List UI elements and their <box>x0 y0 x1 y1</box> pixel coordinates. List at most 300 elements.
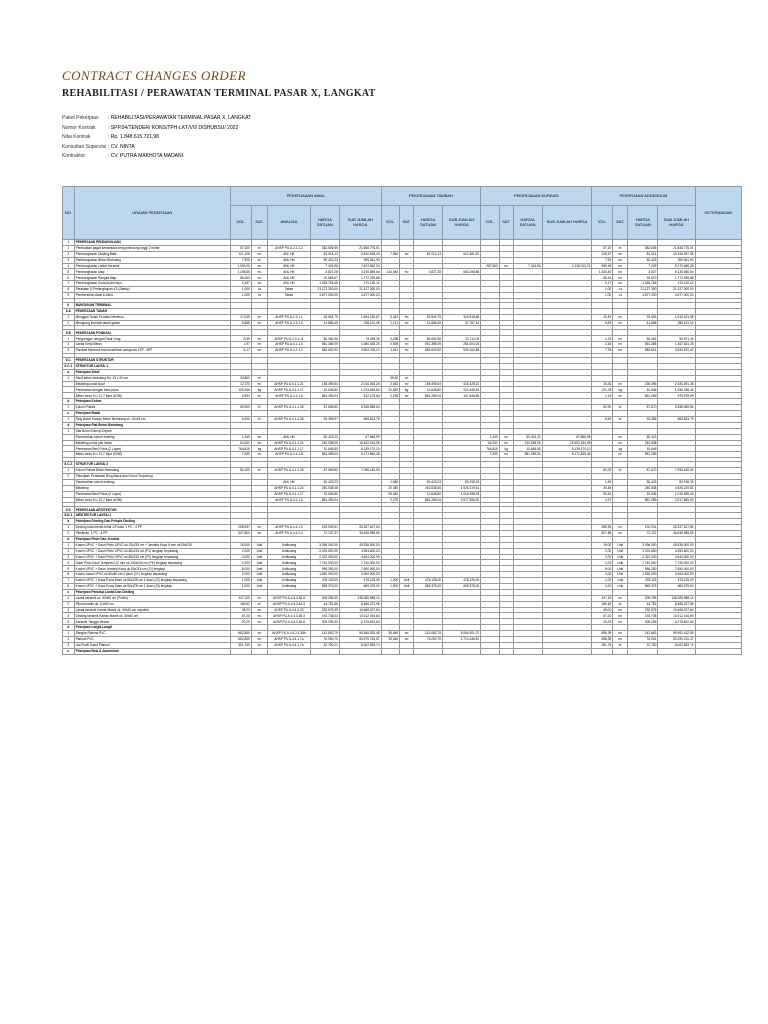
cell-tj: 418.428,22 <box>442 381 480 387</box>
cell-ts: m² <box>400 631 414 637</box>
cell-j: 6.275.602,84 <box>339 619 381 625</box>
cell-no: 3 <box>63 257 75 263</box>
cell-j: 7.424.562,34 <box>339 263 381 269</box>
cell-h: 21.127.300,00 <box>310 287 339 293</box>
cell-kj: 2.135.013,74 <box>542 263 592 269</box>
info-value: : Rp. 1.848.615.721,98 <box>108 134 159 140</box>
cell-as: m³ <box>613 336 628 342</box>
cell-j: 94.566.932,48 <box>339 631 381 637</box>
cell-v: 0,954 <box>230 393 251 399</box>
cell-u: Dinding keramik Kamar Mandi uk. 30x60 cm <box>74 613 230 619</box>
cell-an: Unitkuang <box>268 566 311 572</box>
cell-j: 3.594.706,12 <box>339 348 381 354</box>
cell-th: 3.827,28 <box>414 269 443 275</box>
cell-h: 956.250,00 <box>310 566 339 572</box>
cell-ts: m' <box>400 375 414 381</box>
cell-av: 7,92 <box>592 257 613 263</box>
cell-u: Pekerjaan Kolom <box>74 399 230 405</box>
cell-u: Kusen UPVC + Kaca Polos 5mm uk.50x125 cm 1 daun (J2) lengkap terpasang <box>74 578 230 584</box>
cell-s: m³ <box>251 314 267 320</box>
cell-th: 158.495,54 <box>414 381 443 387</box>
cell-kh: 851.289,04 <box>513 452 542 458</box>
cell-ts: m³ <box>400 336 414 342</box>
cell-s: m² <box>251 269 267 275</box>
cell-u: Pekerjaan Balok <box>74 411 230 417</box>
cell-u: Kusen UPVC + Daun Jendela Kaca uk.50x215 cm (J1) lengkap <box>74 566 230 572</box>
cell-av: 81,00 <box>592 468 613 474</box>
cell-s: Ls <box>251 287 267 293</box>
cell-j <box>339 648 381 654</box>
cell-aj: 5.130.080,54 <box>658 269 695 275</box>
cell-ts: m³ <box>400 342 414 348</box>
cell-av: 447,10 <box>592 595 613 601</box>
cell-u: Rangka Plafond PVC <box>74 631 230 637</box>
cell-h: 76.050,70 <box>310 637 339 643</box>
cell-as: kg <box>613 387 628 393</box>
cell-s: kg <box>251 387 267 393</box>
cell-tv: 1,650 <box>381 479 400 485</box>
cell-u: Pekerjaan Pintu Dan Jendela <box>74 536 230 542</box>
cell-tv: 38,40 <box>381 375 400 381</box>
contract-info <box>62 114 251 162</box>
cell-tv: 2,640 <box>381 381 400 387</box>
cell-ah: 582.621 <box>628 348 658 354</box>
cell-h: 478.125,00 <box>310 578 339 584</box>
cell-u: Plesteran, 1 PC : 4 PP <box>74 530 230 536</box>
cell-ts: m² <box>400 637 414 643</box>
cell-j: 7.096.160,94 <box>339 468 381 474</box>
cell-v <box>230 648 251 654</box>
cell-v: 100,946 <box>230 387 251 393</box>
cell-v: 189,62 <box>230 601 251 607</box>
cell-av: 20,48 <box>592 485 613 491</box>
cell-v: 764,816 <box>230 446 251 452</box>
cell-an: AHSP PU A.4.4.3.43.3 <box>268 601 311 607</box>
cell-no: 2 <box>63 342 75 348</box>
cell-no: 1 <box>63 595 75 601</box>
cell-th: 240.538,06 <box>414 485 443 491</box>
cell-no: d <box>63 625 75 631</box>
cell-as: m' <box>613 416 628 422</box>
tambah-harga: HARGA SATUAN <box>414 206 443 240</box>
cell-as: m³ <box>613 314 628 320</box>
cell-ah: 382.605 <box>628 245 658 251</box>
cell-an: AHSP PU A.2.2.1.2 <box>268 245 311 251</box>
cell-s: m² <box>251 381 267 387</box>
cell-s: m³ <box>251 281 267 287</box>
cell-tj: 939.162,88 <box>442 348 480 354</box>
cell-v: 1,000 <box>230 287 251 293</box>
cell-s: Unit <box>251 572 267 578</box>
cell-h: 851.289,04 <box>310 497 339 503</box>
cell-aj: 1.296.296,34 <box>658 387 695 393</box>
cell-h: 93.355,97 <box>310 416 339 422</box>
cell-tj: 319.918,68 <box>442 314 480 320</box>
cell-kv: 764,816 <box>481 446 500 452</box>
cell-h: 232.576,39 <box>310 607 339 613</box>
cell-as: m³ <box>613 257 628 263</box>
cell-tj: 553.196,88 <box>442 269 480 275</box>
cell-ah: 240.538 <box>628 440 658 446</box>
cell-no: c <box>63 411 75 417</box>
cell-ah: 1.530.000 <box>628 572 658 578</box>
cell-j: 5.338.089,54 <box>339 405 381 411</box>
cell-v: 6,17 <box>230 348 251 354</box>
cell-an: ANL HK <box>268 251 311 257</box>
group-addendum: PEKERJAAN ADDENDUM <box>592 187 695 206</box>
cell-an: AHSP PU A.4.4.3.36.8 <box>268 595 311 601</box>
cell-s: m² <box>251 613 267 619</box>
cell-s: m³ <box>251 393 267 399</box>
cell-h: 20.569,67 <box>310 275 339 281</box>
cell-ts <box>400 648 414 654</box>
cell-th: 76.050,70 <box>414 637 443 643</box>
cell-an: AHSP PU A.2.3.1.11 <box>268 336 311 342</box>
cell-ah: 851.289 <box>628 497 658 503</box>
info-row <box>62 124 251 134</box>
cell-th: 851.289,04 <box>414 497 443 503</box>
cell-v: 0,167 <box>230 281 251 287</box>
cell-tj: 4.926.219,51 <box>442 485 480 491</box>
cell-h: 50.423,23 <box>310 257 339 263</box>
info-row <box>62 143 251 153</box>
cell-av: 1,00 <box>592 578 613 584</box>
cell-ah: 72.137 <box>628 530 658 536</box>
cell-as: m² <box>613 381 628 387</box>
cell-ah: 669.375 <box>628 583 658 589</box>
cell-kj: 6.171.845,46 <box>542 452 592 458</box>
cell-ah: 956.250 <box>628 566 658 572</box>
cell-s: m³ <box>251 257 267 263</box>
cell-th <box>414 648 443 654</box>
cell-s: kg <box>251 446 267 452</box>
cell-v: 1,97 <box>230 342 251 348</box>
cell-kv: 64,262 <box>481 440 500 446</box>
cell-ah: 3.827 <box>628 269 658 275</box>
cell-tv: 20,480 <box>381 485 400 491</box>
cell-ah: 309.295 <box>628 595 658 601</box>
cell-no: I <box>63 240 75 246</box>
cell-h: 10.645,80 <box>310 387 339 393</box>
cell-u: Pekerjaan Sloof <box>74 369 230 375</box>
cell-u: Plafond PVC <box>74 637 230 643</box>
cell-u: Beton mutu f'c= 21,7 Mpa (K250) <box>74 452 230 458</box>
cell-no: 9 <box>63 293 75 299</box>
cell-v: 81,000 <box>230 468 251 474</box>
cell-av: 2,00 <box>592 548 613 554</box>
cell-s: m' <box>251 416 267 422</box>
cell-aj: 21.846.776,01 <box>658 245 695 251</box>
cell-u: STRUKTUR LANTAI 1 <box>74 363 230 369</box>
cell-th: 10.645,80 <box>414 387 443 393</box>
add-sat: SAT. <box>613 206 628 240</box>
cell-h: 81.014,13 <box>310 251 339 257</box>
cell-s: m² <box>251 530 267 536</box>
cell-u: Kolom Praktis Beton Bertulang <box>74 468 230 474</box>
cell-an: Unitkuang <box>268 560 311 566</box>
cell-an: AHSP PU A.4.1.1.24 <box>268 485 311 491</box>
cell-no: II.D <box>63 507 75 513</box>
cell-an: AHSP PU A.4.1.1.36 <box>268 416 311 422</box>
cell-j: 4.576.885,66 <box>339 269 381 275</box>
group-tambah: PEKERJAAAN TAMBAH <box>381 187 481 206</box>
cell-no: 5 <box>63 619 75 625</box>
kurang-harga: HARGA SATUAN <box>513 206 542 240</box>
info-label: Paket Pekerjaan <box>62 115 99 121</box>
cell-kh <box>513 648 542 654</box>
cell-u: Sloof beton bertulang Uk. 15 x 20 cm <box>74 375 230 381</box>
cell-as: Unit <box>613 583 628 589</box>
cell-aj: 8.002.553,74 <box>658 642 695 648</box>
awal-analisa: ANALISA <box>268 206 311 240</box>
cell-as: m³ <box>613 320 628 326</box>
cell-h: 669.375,00 <box>310 583 339 589</box>
cell-aj: 53.290.210,37 <box>658 637 695 643</box>
cell-no: b <box>63 536 75 542</box>
cell-j: 49.536.000,00 <box>339 542 381 548</box>
cell-no: 4 <box>63 560 75 566</box>
cell-s: m' <box>251 601 267 607</box>
cell-aj: 5.338.089,54 <box>658 405 695 411</box>
cell-an: AHSP PU A.4.1.1.21 <box>268 381 311 387</box>
cell-as: kg <box>613 446 628 452</box>
cell-th: 10.645,80 <box>414 491 443 497</box>
cell-h: 309.295,30 <box>310 619 339 625</box>
cell-as: Unit <box>613 542 628 548</box>
cell-v: 7,250 <box>230 452 251 458</box>
cell-ah: 50.423 <box>628 257 658 263</box>
cell-ks: m² <box>499 263 513 269</box>
cell-j: 2.016.063,26 <box>339 381 381 387</box>
document-subtitle: REHABILITASI / PERAWATAN TERMINAL PASAR X, LANGKAT <box>62 88 376 99</box>
cell-j: 1.594.190,67 <box>339 314 381 320</box>
cell-an: ANL HK <box>268 263 311 269</box>
cell-h: 192.738,03 <box>310 613 339 619</box>
cell-u: Bekisting untuk sloof <box>74 381 230 387</box>
cell-no: 2 <box>63 548 75 554</box>
cell-j: 478.125,00 <box>339 578 381 584</box>
cell-av: 1,25 <box>592 336 613 342</box>
cell-v: 507,864 <box>230 530 251 536</box>
cell-h: 2.322.000,00 <box>310 554 339 560</box>
cell-ah: 851.289 <box>628 452 658 458</box>
cell-h: 851.289,04 <box>310 452 339 458</box>
cell-aj: 99.591.432,55 <box>658 631 695 637</box>
cell-ah: 41.886 <box>628 320 658 326</box>
cell-th: 81.014,13 <box>414 251 443 257</box>
cell-no: 5 <box>63 566 75 572</box>
info-value: : CV. PUTRA MAKHOTA MADANI. <box>108 153 185 159</box>
cell-ah: 50.423 <box>628 434 658 440</box>
cell-tv: 20,820 <box>381 387 400 393</box>
cell-s: m² <box>251 631 267 637</box>
cell-ts: m³ <box>400 348 414 354</box>
cell-tj: 20.712,09 <box>442 336 480 342</box>
cell-v: 662,850 <box>230 631 251 637</box>
cell-v: 1,000 <box>230 583 251 589</box>
cell-no: 1 <box>63 525 75 531</box>
cell-ah: 851.289 <box>628 393 658 399</box>
cell-aj: 138.285.988,14 <box>658 595 695 601</box>
cell-j: 399.361,94 <box>339 257 381 263</box>
cell-tv: 1,611 <box>381 348 400 354</box>
cell-ts: m² <box>400 381 414 387</box>
cell-u: Kolom Praktis <box>74 405 230 411</box>
cell-j: 4.644.000,00 <box>339 554 381 560</box>
cell-ah: 22.750 <box>628 642 658 648</box>
add-sub: SUB JUMLAH HARGA <box>658 206 695 240</box>
cell-no: 4 <box>63 263 75 269</box>
cell-no: 1 <box>63 405 75 411</box>
cell-h: 309.295,30 <box>310 595 339 601</box>
cell-u: Kusen UPVC + Daun Pintu UPVC uk.80x215 cm (P1) lengkap terpasang <box>74 548 230 554</box>
cell-tj: 83.198,33 <box>442 479 480 485</box>
cell-ks <box>499 648 513 654</box>
cell-kh: 240.538,06 <box>513 440 542 446</box>
cell-kv: 1,340 <box>481 434 500 440</box>
cell-an: Taksir <box>268 287 311 293</box>
info-label: Konsultan Supervisi <box>62 143 107 150</box>
cell-s: Unit <box>251 578 267 584</box>
cell-v: 12,720 <box>230 381 251 387</box>
cell-as: Unit <box>613 572 628 578</box>
cell-u: BANGUNAN TERMINAL <box>74 302 230 308</box>
cell-no: 1 <box>63 631 75 637</box>
cell-as: m² <box>613 251 628 257</box>
cell-no: a <box>63 519 75 525</box>
cell-u: PEKERJAAN PONDASI <box>74 330 230 336</box>
cell-th: 50.423,23 <box>414 479 443 485</box>
cell-no: II.C.1 <box>64 364 73 369</box>
cell-j: 238.102,06 <box>339 320 381 326</box>
cell-u: Keramik Tangga Vitamo <box>74 619 230 625</box>
cell-ah: 7.425 <box>628 263 658 269</box>
cell-av: 86,16 <box>592 275 613 281</box>
cell-u: Beton mutu f'c= 21,7 Mpa (K250) <box>74 497 230 503</box>
add-vol: VOL. <box>592 206 613 240</box>
cell-aj: 49.536.000,00 <box>658 542 695 548</box>
cell-aj: 99.971,44 <box>658 336 695 342</box>
cell-kj: 15.452.164,98 <box>542 440 592 446</box>
cell-s: m² <box>251 263 267 269</box>
cell-u: Pondasi Menerus batu belah/kali campuran 1SP : 4PP <box>74 348 230 354</box>
cell-s: m² <box>251 607 267 613</box>
cell-aj: 7.650.000,00 <box>658 566 695 572</box>
cell-aj: 399.361,94 <box>658 257 695 263</box>
cell-h: 551.385,09 <box>310 342 339 348</box>
cell-aj: 286.131,16 <box>658 320 695 326</box>
cell-h: 3.827,28 <box>310 269 339 275</box>
cell-v: 447,100 <box>230 595 251 601</box>
cell-as: m² <box>613 530 628 536</box>
cell-no: a <box>63 369 75 375</box>
cell-v: 1,000 <box>230 293 251 299</box>
cell-no: 3 <box>63 642 75 648</box>
cell-tv: 1,000 <box>381 578 400 584</box>
cell-j: 170.130,12 <box>339 281 381 287</box>
cell-h: 851.289,04 <box>310 393 339 399</box>
cell-h: 10.645,80 <box>310 446 339 452</box>
cell-an: AHSP PU A.4.4.3.35.3 <box>268 613 311 619</box>
cell-an: AHSP PU A.4.1.1.8 <box>268 497 311 503</box>
cell-j: 8.002.553,74 <box>339 642 381 648</box>
cell-u: Dinding bata merah tebal 1/2 bata, 1 PC : 4 PP <box>74 525 230 531</box>
group-awal: PEKERJAAAN AWAL <box>230 187 381 206</box>
cell-an: AHSP PU A.4.4.1.9 <box>268 525 311 531</box>
cell-ah: 93.505 <box>628 314 658 320</box>
cell-ah: 102.931 <box>628 525 658 531</box>
info-value: : SPP.04/TENDER/ KONS/TPH-LKT/VII/ DISHUBSU/ 2022 <box>108 124 239 131</box>
cell-kv <box>481 648 500 654</box>
tambah-vol: VOL. <box>381 206 400 240</box>
cell-s: m² <box>251 251 267 257</box>
cell-ah: 158.496 <box>628 381 658 387</box>
cell-as: m³ <box>613 452 628 458</box>
cell-aj: 83.198,33 <box>658 479 695 485</box>
awal-vol: VOL. <box>230 206 251 240</box>
cell-u: Pekerjaan Besi & Aluminium <box>74 648 230 654</box>
cell-j: 26.337.617,54 <box>339 525 381 531</box>
cell-av <box>592 648 613 654</box>
cell-h: 87.669,82 <box>310 405 339 411</box>
cell-no: II.B <box>63 330 75 336</box>
cell-u: Peralatan & Perlengkapan K3 (Safety) <box>74 287 230 293</box>
cell-u: Menggali Tanah Pondasi Menerus <box>74 314 230 320</box>
cell-u: Pembersihan Awal & Akhir <box>74 293 230 299</box>
cell-u: Daun Pintu Kaca Tempered 12 mm uk.130x240 cm (PK) lengkap terpasang <box>74 560 230 566</box>
cell-s <box>251 648 267 654</box>
cell-u: Pembongkaran Lantai Keramik <box>74 263 230 269</box>
cell-av: 20,49 <box>592 314 613 320</box>
cell-no: 1 <box>63 542 75 548</box>
cell-s: Ls <box>251 293 267 299</box>
cell-av: 1,00 <box>592 287 613 293</box>
cell-an: AHSP PU A.4.1.1.17 <box>268 387 311 393</box>
cell-tv: 7,560 <box>381 251 400 257</box>
cell-s: Unit <box>251 554 267 560</box>
cell-an: AHSP PU A.4.4.1.7a <box>268 642 311 648</box>
cell-no: 1 <box>63 245 75 251</box>
cell-av: 6,83 <box>592 320 613 326</box>
cell-j: 21.127.300,00 <box>339 287 381 293</box>
cell-as: m² <box>613 525 628 531</box>
cell-s: m² <box>251 440 267 446</box>
cell-av: 67,20 <box>592 613 613 619</box>
cell-ah: 551.385 <box>628 342 658 348</box>
cell-as: Unit <box>613 554 628 560</box>
cell-u: PEKERJAAN STRUKTUR <box>74 358 230 364</box>
cell-ah: 81.014 <box>628 251 658 257</box>
cell-no: II.D.1 <box>64 513 73 518</box>
cell-av: 16,00 <box>592 542 613 548</box>
cell-no: 1 <box>63 336 75 342</box>
cell-aj: 26.337.617,54 <box>658 525 695 531</box>
cell-v: 1,000 <box>230 578 251 584</box>
cell-tv <box>381 648 400 654</box>
cell-v: 33,800 <box>230 375 251 381</box>
cell-th: 80.060,96 <box>414 336 443 342</box>
cell-h: 158.495,54 <box>310 381 339 387</box>
cell-u: Pembesian Besi Polos (2 Layer) <box>74 446 230 452</box>
cell-as: m² <box>613 607 628 613</box>
cell-u: Plint keramik uk. 10x60 cm <box>74 601 230 607</box>
cell-s: Unit <box>251 566 267 572</box>
cell-u: PEKERJAAN PENDAHULUAN <box>74 240 230 246</box>
group-kurang: PEKERJAAAN KURANG <box>481 187 592 206</box>
cell-no: 8 <box>63 287 75 293</box>
cell-s: m³ <box>251 342 267 348</box>
cell-h <box>310 648 339 654</box>
